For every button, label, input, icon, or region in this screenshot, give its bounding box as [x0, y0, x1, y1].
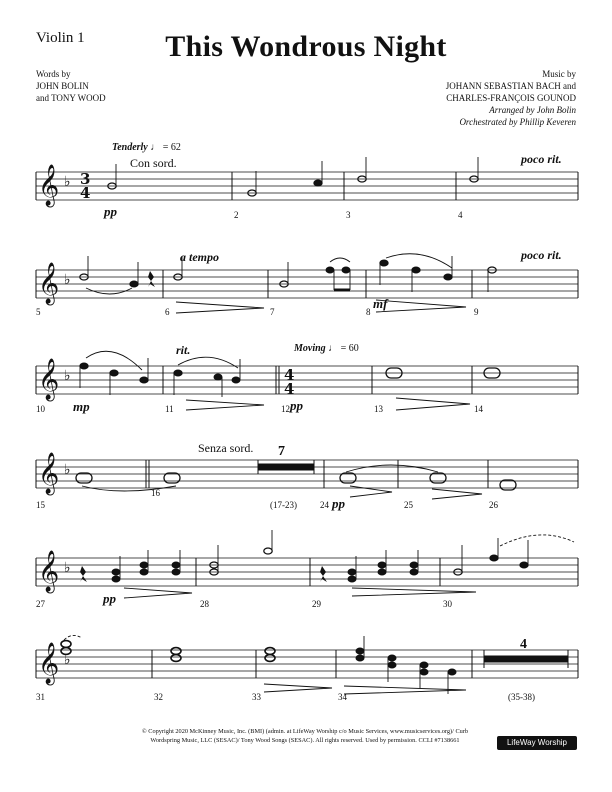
words-label: Words by [36, 69, 71, 79]
dynamic-pp: pp [332, 496, 345, 511]
dynamic-pp: pp [103, 591, 116, 606]
flat-icon: ♭ [64, 174, 71, 190]
multi-rest-count: 4 [520, 637, 527, 652]
treble-clef: 𝄞 [38, 551, 60, 592]
measure-number: 2 [234, 210, 239, 220]
measure-number: 32 [154, 692, 163, 702]
svg-text:4: 4 [284, 380, 295, 398]
page-title: This Wondrous Night [165, 30, 447, 63]
measure-number: 13 [374, 404, 383, 414]
measure-number: 26 [489, 500, 498, 510]
flat-icon: ♭ [64, 560, 71, 576]
lyricist-1: JOHN BOLIN [36, 81, 89, 91]
measure-number: 34 [338, 692, 347, 702]
rests [80, 271, 327, 582]
measure-number: 11 [165, 404, 174, 414]
measure-number: 3 [346, 210, 351, 220]
con-sord-marking: Con sord. [130, 156, 177, 170]
flat-icon: ♭ [64, 272, 71, 288]
measure-number: 25 [404, 500, 413, 510]
copyright-notice: © Copyright 2020 McKinney Music, Inc. (BMI) (admin. at LifeWay Worship c/o Music Services, www.musicservices.org)/ Curb Wordspring Music, LLC (SESAC)/ Tony Wood Songs (SESAC). All rights reserved. Used by permission. CCLI #7138661 [141, 728, 469, 744]
measure-number: 28 [200, 599, 209, 609]
multi-rest-range: (35-38) [508, 692, 535, 702]
measure-number: 14 [474, 404, 483, 414]
multi-rest-range: (17-23) [270, 500, 297, 510]
measure-number: 27 [36, 599, 45, 609]
treble-clef: 𝄞 [38, 165, 60, 206]
quarter-note-icon: ♩ [328, 343, 339, 354]
lyricist-2: and TONY WOOD [36, 93, 106, 103]
tempo-marking-moving: Moving ♩ = 60 [294, 343, 359, 354]
music-label: Music by [542, 69, 576, 79]
dynamic-mp: mp [73, 399, 90, 414]
measure-number: 24 [320, 500, 329, 510]
flat-icon: ♭ [64, 462, 71, 478]
dynamic-mf: mf [373, 296, 388, 311]
poco-rit-marking: poco rit. [521, 248, 562, 262]
measure-number: 31 [36, 692, 45, 702]
measure-number: 12 [281, 404, 290, 414]
measure-number: 33 [252, 692, 261, 702]
senza-sord-marking: Senza sord. [198, 441, 254, 455]
measure-number: 29 [312, 599, 321, 609]
composer-1: JOHANN SEBASTIAN BACH and [445, 81, 576, 91]
notes [61, 157, 568, 694]
orchestrator: Orchestrated by Phillip Keveren [459, 117, 576, 127]
staff-lines [36, 172, 578, 678]
measure-number: 16 [151, 488, 160, 498]
rit-marking: rit. [176, 343, 191, 357]
key-signatures [64, 174, 71, 668]
dynamic-pp: pp [104, 204, 117, 219]
svg-text:4: 4 [80, 184, 91, 202]
measure-number: 10 [36, 404, 45, 414]
treble-clef: 𝄞 [38, 263, 60, 304]
a-tempo-marking: a tempo [180, 250, 219, 264]
svg-text:3: 3 [80, 170, 91, 188]
multi-rest-count: 7 [278, 444, 285, 459]
treble-clef: 𝄞 [38, 453, 60, 494]
measure-number: 30 [443, 599, 452, 609]
tempo-marking-tenderly: Tenderly ♩ = 62 [112, 142, 181, 153]
barlines [36, 172, 578, 678]
measure-number: 9 [474, 307, 479, 317]
measure-number: 4 [458, 210, 463, 220]
poco-rit-marking: poco rit. [521, 152, 562, 166]
measure-number: 7 [270, 307, 275, 317]
svg-text:4: 4 [284, 366, 295, 384]
dynamic-pp: pp [290, 398, 303, 413]
publisher-logo: LifeWay Worship [497, 736, 577, 750]
part-name: Violin 1 [36, 30, 85, 46]
flat-icon: ♭ [64, 368, 71, 384]
quarter-note-icon: ♩ [150, 142, 161, 153]
flat-icon: ♭ [64, 652, 71, 668]
measure-number: 6 [165, 307, 170, 317]
measure-number: 5 [36, 307, 41, 317]
measure-number: 8 [366, 307, 371, 317]
measure-number: 15 [36, 500, 45, 510]
treble-clef: 𝄞 [38, 643, 60, 684]
arranger: Arranged by John Bolin [489, 105, 576, 115]
treble-clef: 𝄞 [38, 359, 60, 400]
composer-2: CHARLES-FRANÇOIS GOUNOD [446, 93, 576, 103]
